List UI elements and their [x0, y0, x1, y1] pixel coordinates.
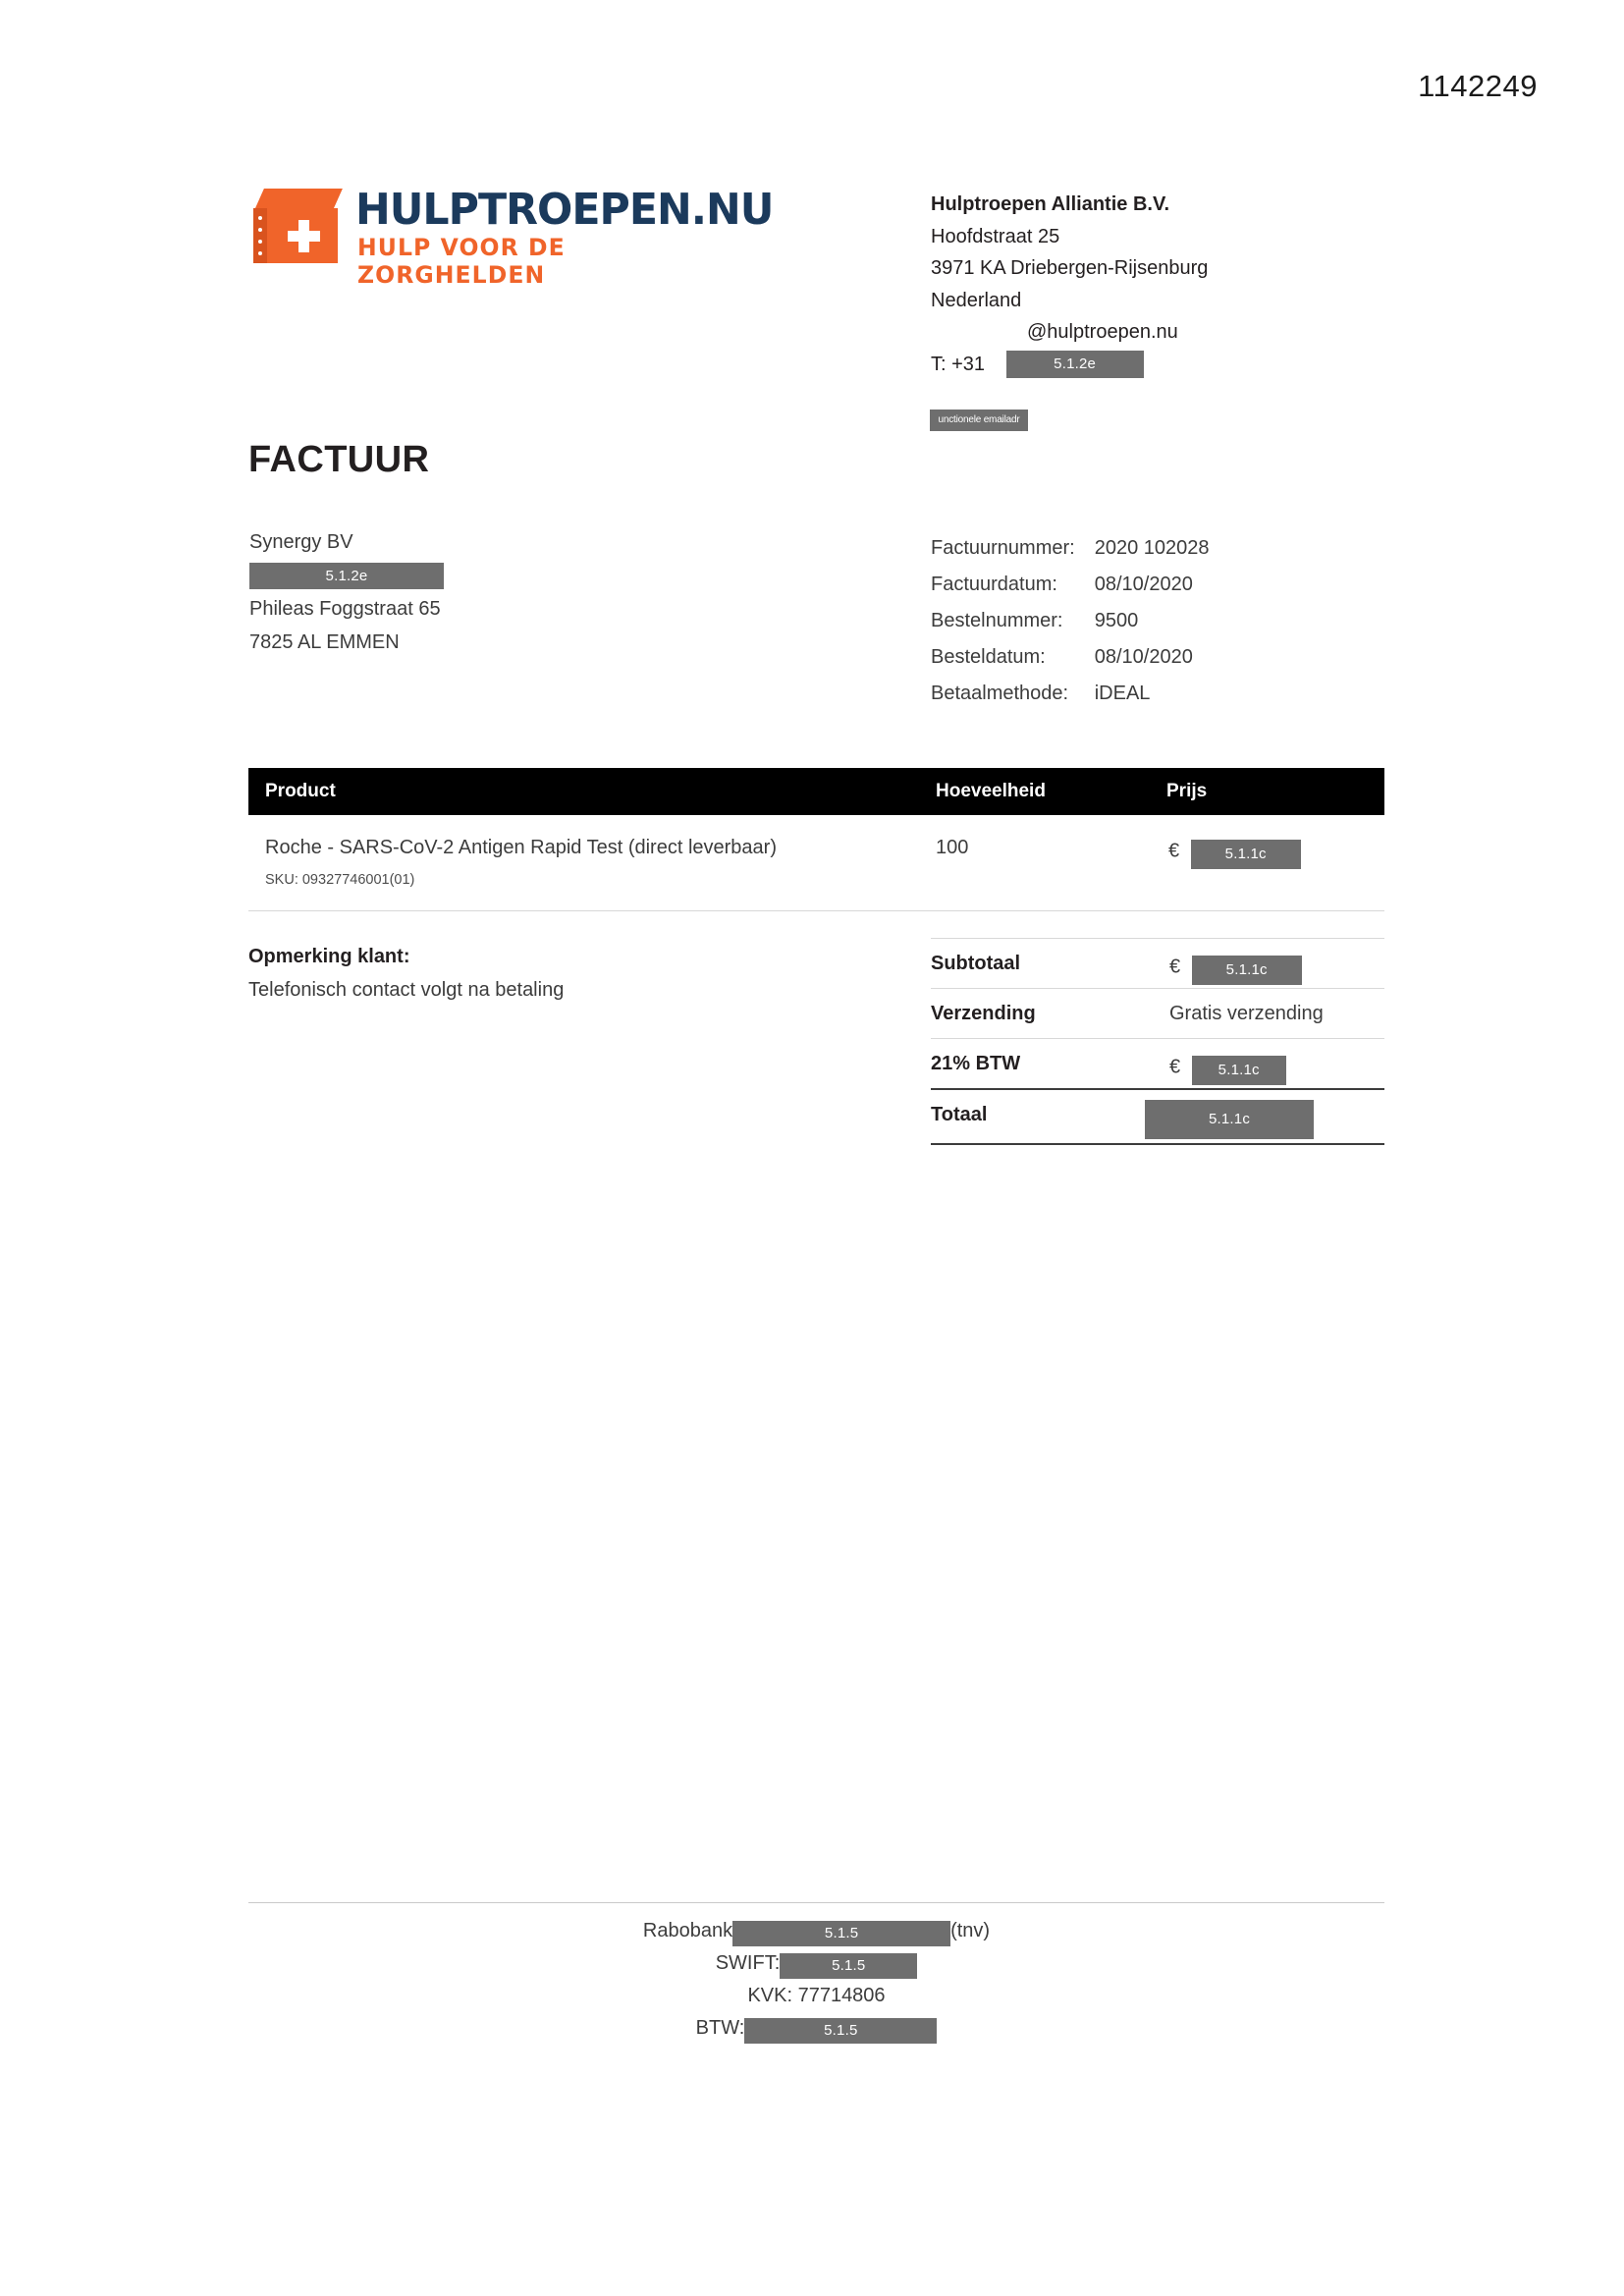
- meta-row: [931, 603, 1210, 639]
- redaction-swift: 5.1.5: [780, 1953, 917, 1979]
- totals-value-btw: [1169, 1053, 1286, 1082]
- footer-row-kvk: KVK: 77714806: [747, 1985, 886, 2006]
- customer-name: Synergy BV: [249, 531, 353, 553]
- footer-btw-label: BTW:: [695, 2017, 745, 2039]
- product-quantity: 100: [936, 837, 969, 858]
- totals-label-verzending: Verzending: [931, 1003, 1036, 1024]
- redaction-email: unctionele emailadr: [930, 410, 1028, 431]
- totals-label-btw: 21% BTW: [931, 1053, 1021, 1074]
- product-sku: SKU: 09327746001(01): [265, 872, 415, 888]
- totals-currency-btw: €: [1169, 1056, 1181, 1078]
- remark-title: Opmerking klant:: [248, 946, 410, 967]
- remark-text: Telefonisch contact volgt na betaling: [248, 979, 565, 1001]
- totals-value-totaal: [1145, 1100, 1314, 1139]
- document-number: 1142249: [1418, 69, 1538, 103]
- meta-row: [931, 530, 1210, 567]
- redaction-bank-account: 5.1.5: [732, 1921, 950, 1946]
- table-row-divider: [248, 910, 1384, 911]
- totals-row-subtotaal: [931, 938, 1384, 989]
- customer-postal-city: 7825 AL EMMEN: [249, 631, 400, 653]
- redaction-btw-number: 5.1.5: [744, 2018, 937, 2044]
- company-phone: [931, 349, 1208, 381]
- logo-tagline: HULP VOOR DE ZORGHELDEN: [357, 234, 566, 289]
- footer-divider: [248, 1902, 1384, 1903]
- first-aid-box-icon: [253, 189, 344, 263]
- company-postal-city: 3971 KA Driebergen-Rijsenburg: [931, 257, 1209, 279]
- meta-label-betaalmethode: Betaalmethode:: [931, 683, 1069, 704]
- redaction-phone: 5.1.2e: [1006, 351, 1144, 378]
- invoice-meta-block: [931, 530, 1210, 712]
- logo-wordmark: HULPTROEPEN.NU: [355, 185, 774, 235]
- customer-street: Phileas Foggstraat 65: [249, 598, 441, 620]
- totals-value-subtotaal: [1169, 953, 1302, 982]
- totals-currency-subtotaal: €: [1169, 956, 1181, 978]
- company-logo: [253, 183, 774, 289]
- redaction-customer-line: 5.1.2e: [249, 563, 444, 589]
- redaction-product-price: 5.1.1c: [1191, 840, 1301, 869]
- company-name: Hulptroepen Alliantie B.V.: [931, 193, 1169, 215]
- customer-address-block: [249, 525, 444, 659]
- meta-value-factuurdatum: 08/10/2020: [1094, 574, 1193, 595]
- meta-label-factuurdatum: Factuurdatum:: [931, 574, 1057, 595]
- product-table-header: [248, 768, 1384, 815]
- totals-row-btw: [931, 1039, 1384, 1090]
- meta-value-factuurnummer: 2020 102028: [1094, 537, 1210, 559]
- meta-label-besteldatum: Besteldatum:: [931, 646, 1046, 668]
- totals-value-verzending: Gratis verzending: [1169, 1003, 1324, 1024]
- product-name: Roche - SARS-CoV-2 Antigen Rapid Test (direct leverbaar): [265, 837, 777, 858]
- product-price: [1168, 837, 1301, 866]
- meta-row: [931, 639, 1210, 676]
- column-header-quantity: Hoeveelheid: [936, 781, 1046, 801]
- footer-swift-label: SWIFT:: [715, 1952, 781, 1974]
- footer-row-bank: [248, 1915, 1384, 1947]
- footer-bank-details: [248, 1915, 1384, 2045]
- footer-row-swift: [248, 1947, 1384, 1980]
- meta-row: [931, 676, 1210, 712]
- totals-row-totaal: [931, 1090, 1384, 1145]
- product-price-currency: €: [1168, 840, 1180, 862]
- meta-value-besteldatum: 08/10/2020: [1094, 646, 1193, 668]
- meta-label-factuurnummer: Factuurnummer:: [931, 537, 1075, 559]
- column-header-product: Product: [265, 781, 336, 801]
- meta-row: [931, 567, 1210, 603]
- company-address-block: [931, 189, 1209, 425]
- redaction-totaal: 5.1.1c: [1145, 1100, 1314, 1139]
- totals-block: [931, 938, 1384, 1145]
- footer-bank-label: Rabobank: [642, 1920, 733, 1941]
- company-street: Hoofdstraat 25: [931, 225, 1060, 247]
- company-country: Nederland: [931, 289, 1022, 311]
- meta-value-betaalmethode: iDEAL: [1094, 683, 1151, 704]
- company-email-suffix: @hulptroepen.nu: [1027, 321, 1178, 343]
- footer-bank-suffix: (tnv): [950, 1920, 991, 1941]
- column-header-price: Prijs: [1166, 781, 1208, 801]
- redaction-subtotaal: 5.1.1c: [1192, 956, 1302, 985]
- meta-label-bestelnummer: Bestelnummer:: [931, 610, 1063, 631]
- page-title: FACTUUR: [248, 439, 430, 480]
- footer-row-btw: [248, 2012, 1384, 2045]
- meta-value-bestelnummer: 9500: [1094, 610, 1139, 631]
- totals-label-subtotaal: Subtotaal: [931, 953, 1021, 974]
- company-phone-prefix: T: +31: [931, 353, 986, 375]
- totals-row-verzending: [931, 989, 1384, 1039]
- redaction-btw: 5.1.1c: [1192, 1056, 1286, 1085]
- totals-label-totaal: Totaal: [931, 1104, 988, 1125]
